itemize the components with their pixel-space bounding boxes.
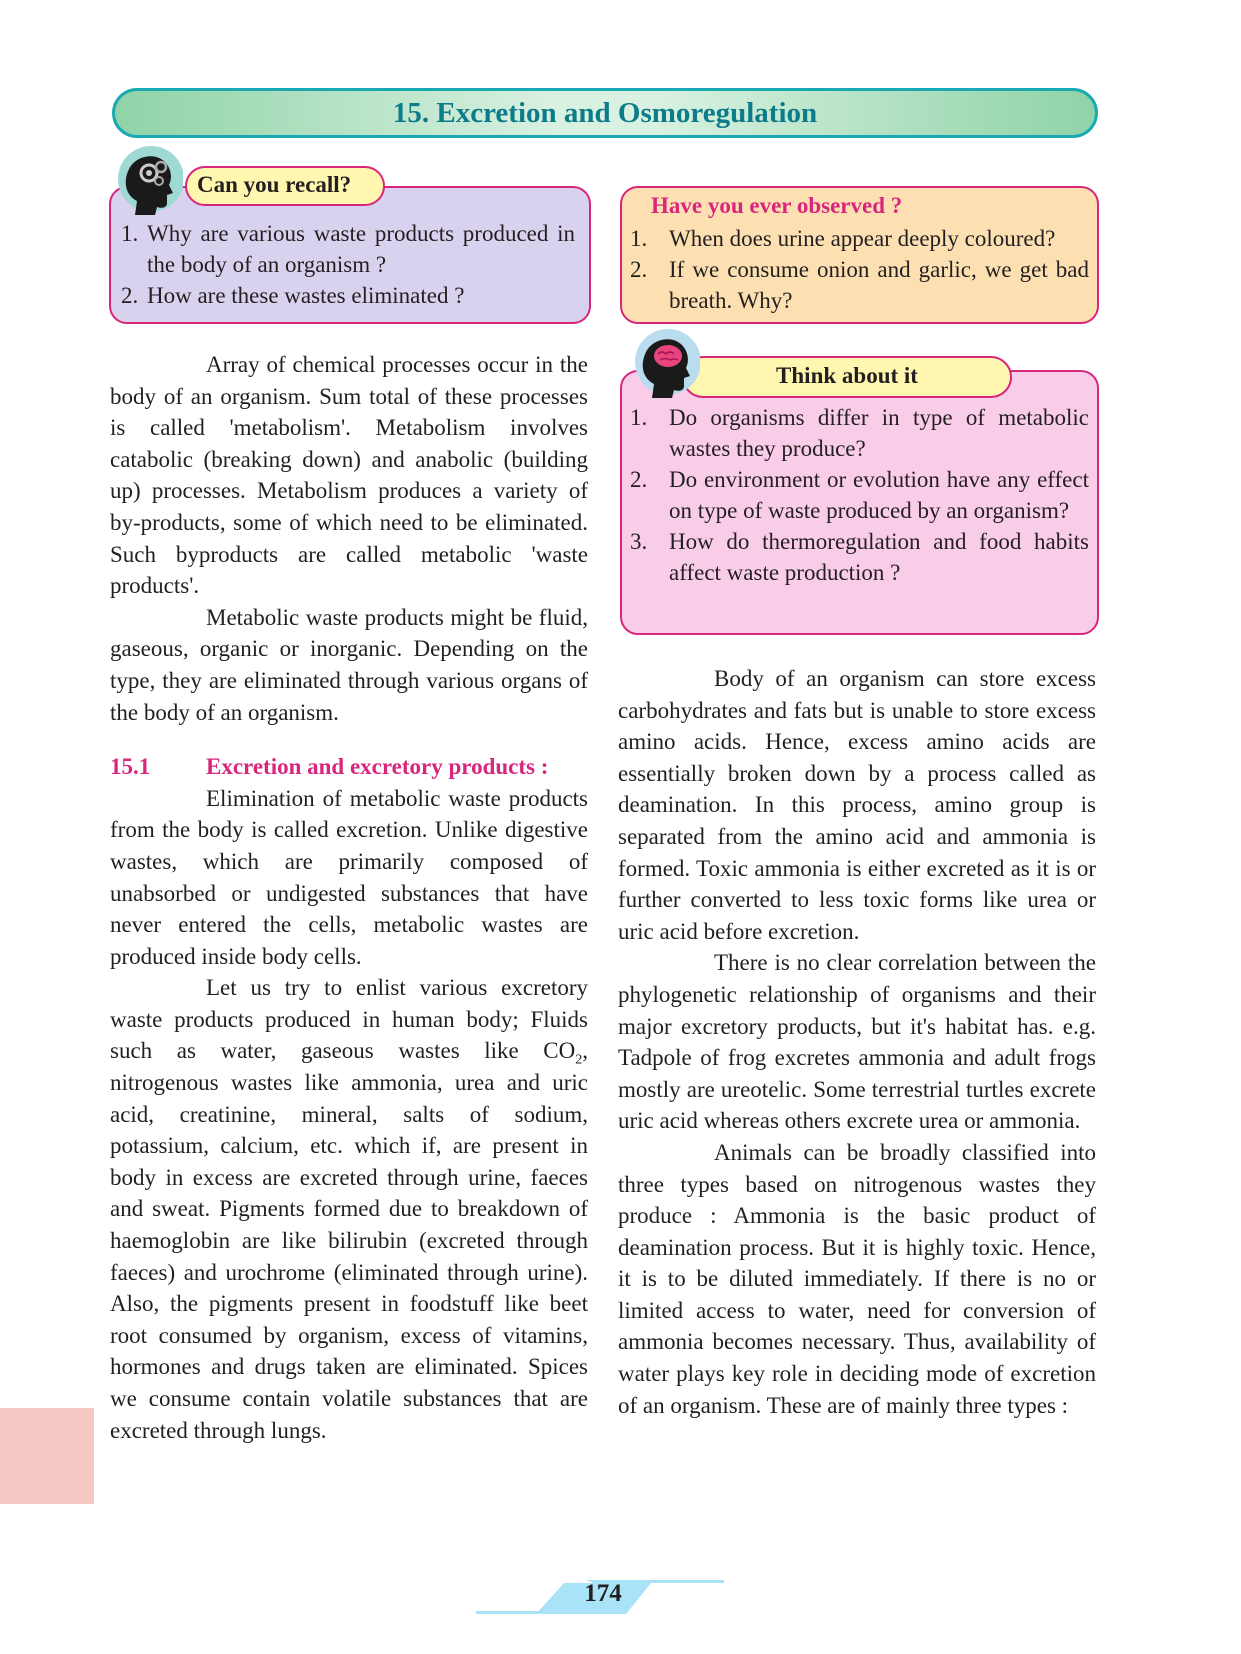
section-number: 15.1 [110, 754, 151, 780]
question-number: 2. [630, 257, 648, 282]
observed-heading: Have you ever observed ? [651, 193, 903, 218]
paragraph [110, 972, 588, 1446]
question-text: Why are various waste products produced in the body of an organism ? [147, 221, 575, 277]
list-item [628, 526, 1089, 588]
question-number: 1. [630, 226, 648, 251]
paragraph: There is no clear correlation between the phylogenetic relationship of organisms and their major excretory products, but it's habitat has. e.g. Tadpole of frog excretes ammonia and adult frogs mostly are ureotelic. Some terrestrial turtles excrete uric acid whereas others excrete urea or ammonia. [618, 950, 1096, 1134]
right-column [618, 663, 1096, 1421]
question-text: Do environment or evolution have any effect on type of waste produced by an organism? [669, 467, 1089, 523]
list-item [121, 280, 575, 311]
section-title: Excretion and excretory products : [206, 754, 549, 780]
list-item [121, 218, 575, 280]
recall-heading: Can you recall? [185, 166, 385, 206]
list-item [628, 464, 1089, 526]
recall-questions [121, 218, 575, 311]
list-item [628, 223, 1089, 254]
question-text: When does urine appear deeply coloured? [669, 226, 1056, 251]
question-text: How do thermoregulation and food habits affect waste production ? [669, 529, 1089, 585]
question-number: 1. [630, 405, 648, 430]
question-number: 2. [121, 283, 139, 308]
observed-questions [628, 223, 1089, 316]
paragraph: Elimination of metabolic waste products from the body is called excretion. Unlike digestive wastes, which are primarily composed of unabsorbed or undigested substances that have never entered the cells, metabolic wastes are produced inside body cells. [110, 785, 588, 969]
question-text: Do organisms differ in type of metabolic wastes they produce? [669, 405, 1089, 461]
question-number: 3. [630, 529, 648, 554]
question-text: If we consume onion and garlic, we get bad breath. Why? [669, 257, 1089, 313]
paragraph: Metabolic waste products might be fluid, gaseous, organic or inorganic. Depending on the type, they are eliminated through various organs of the body of an organism. [110, 604, 588, 725]
paragraph: Body of an organism can store excess carbohydrates and fats but is unable to store excess amino acids. Hence, excess amino acids are essentially broken down by a process called as deamination. In this process, amino group is separated from the amino acid and ammonia is formed. Toxic ammonia is either excreted as it is or further converted to less toxic forms like urea or uric acid before excretion. [618, 666, 1096, 944]
question-number: 2. [630, 467, 648, 492]
left-column [110, 349, 588, 1446]
list-item [628, 402, 1089, 464]
list-item [628, 254, 1089, 316]
head-brain-icon [632, 328, 700, 406]
section-heading [110, 751, 588, 783]
observed-box [620, 186, 1099, 324]
think-heading: Think about it [682, 356, 1012, 398]
text-run: Let us try to enlist various excretory waste products produced in human body; Fluids such as water, gaseous wastes like CO [110, 975, 588, 1064]
side-color-tab [0, 1408, 94, 1504]
head-gears-icon [115, 145, 183, 223]
think-questions [628, 402, 1089, 588]
paragraph: Animals can be broadly classified into three types based on nitrogenous wastes they produce : Ammonia is the basic product of deamination process. But it is highly toxic. Hence, it is to be diluted immediately. If there is no or limited access to water, need for conversion of ammonia becomes necessary. Thus, availability of water plays key role in deciding mode of excretion of an organism. These are of mainly three types : [618, 1139, 1096, 1418]
text-run: , nitrogenous wastes like ammonia, urea and uric acid, creatinine, mineral, salts of sodium, potassium, calcium, etc. which if, are present in body in excess are excreted through urine, faeces and sweat. Pigments formed due to breakdown of haemoglobin are like bilirubin (excreted through faeces) and urochrome (eliminated through urine). Also, the pigments present in foodstuff like beet root consumed by organism, excess of vitamins, hormones and drugs taken are eliminated. Spices we consume contain volatile substances that are excreted through lungs. [110, 1038, 588, 1443]
paragraph: Array of chemical processes occur in the body of an organism. Sum total of these processes is called 'metabolism'. Metabolism involves catabolic (breaking down) and anabolic (building up) processes. Metabolism produces a variety of by-products, some of which need to be eliminated. Such byproducts are called metabolic 'waste products'. [110, 352, 588, 599]
question-text: How are these wastes eliminated ? [147, 283, 465, 308]
subscript: 2 [575, 1053, 583, 1069]
question-number: 1. [121, 221, 139, 246]
chapter-title: 15. Excretion and Osmoregulation [112, 88, 1098, 138]
think-box [620, 370, 1099, 635]
page-number: 174 [584, 1580, 622, 1607]
